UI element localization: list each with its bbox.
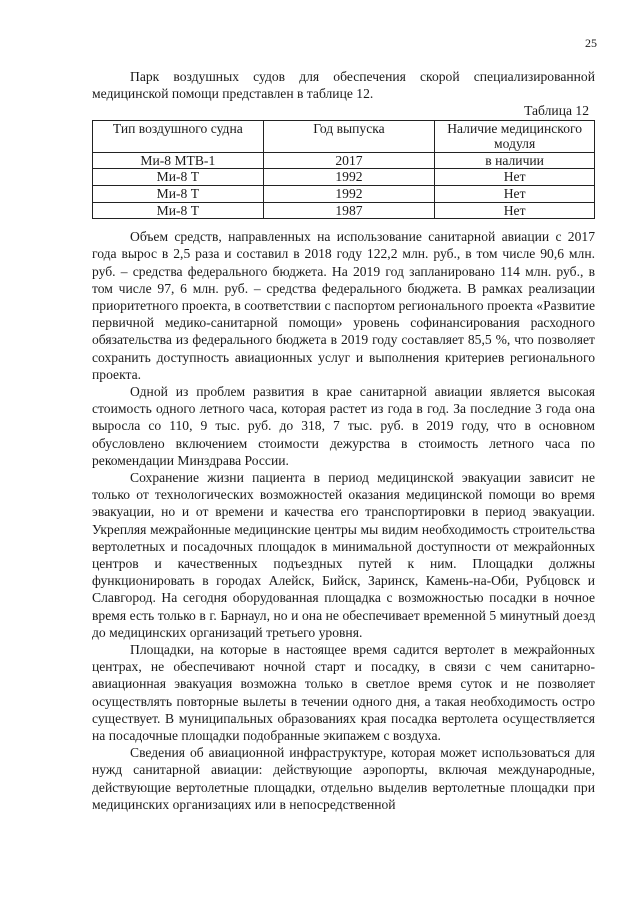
table-row: [93, 152, 595, 169]
cell-year: 1987: [263, 202, 435, 219]
body-paragraph: Сохранение жизни пациента в период медицинской эвакуации зависит не только от технологических возможностей оказания медицинской помощи во время эвакуации, но и от времени и качества его транспортировки в период эвакуации. Укрепляя межрайонные медицинские центры мы видим необходимость строительства вертолетных и посадочных площадок в минимальной доступности от межрайонных центров и качественных подъездных путей к ним. Площадки должны функционировать в городах Алейск, Бийск, Заринск, Камень-на-Оби, Рубцовск и Славгород. На сегодня оборудованная площадка с возможностью посадки в ночное время есть только в г. Барнаул, но и она не обеспечивает временной 5 минутный доезд до медицинских организаций третьего уровня.: [92, 470, 595, 640]
body-paragraph: Площадки, на которые в настоящее время садится вертолет в межрайонных центрах, не обеспечивают ночной старт и посадку, в связи с чем санитарно-авиационная эвакуация возможна только в светлое время суток и не позволяет осуществлять повторные вылеты в течении одного дня, а такая необходимость остро существует. В муниципальных образованиях края посадка вертолета осуществляется на посадочные площадки подобранные экипажем с воздуха.: [92, 642, 595, 744]
cell-aircraft-type: Ми-8 Т: [93, 169, 264, 186]
table-row: [93, 169, 595, 186]
header-aircraft-type: Тип воздушного судна: [93, 120, 264, 152]
page-number: 25: [585, 36, 597, 50]
cell-medical-module: Нет: [435, 169, 595, 186]
cell-medical-module: в наличии: [435, 152, 595, 169]
cell-year: 1992: [263, 185, 435, 202]
table-row: [93, 185, 595, 202]
cell-medical-module: Нет: [435, 185, 595, 202]
document-body: [92, 68, 595, 813]
body-paragraph: Сведения об авиационной инфраструктуре, которая может использоваться для нужд санитарной авиации: действующие аэропорты, включая международные, действующие вертолетные площадки, отдельно выделив вертолетные площадки при медицинских организациях или в непосредственной: [92, 745, 595, 812]
table-caption: Таблица 12: [524, 103, 589, 119]
cell-aircraft-type: Ми-8 МТВ-1: [93, 152, 264, 169]
header-medical-module: Наличие медицинского модуля: [435, 120, 595, 152]
cell-year: 2017: [263, 152, 435, 169]
body-paragraph: Объем средств, направленных на использование санитарной авиации с 2017 года вырос в 2,5 раза и составил в 2018 году 122,2 млн. руб., в том числе 90,6 млн. руб. – средства федерального бюджета. На 2019 год запланировано 114 млн. руб., в том числе 97, 6 млн. руб. – средства федерального бюджета. В рамках реализации приоритетного проекта, в соответствии с паспортом регионального проекта «Развитие первичной медико-санитарной помощи» уровень софинансирования расходного обязательства из федерального бюджета в 2019 году составляет 85,5 %, что позволяет сохранить доступность авиационных услуг и выполнения критериев регионального проекта.: [92, 229, 595, 382]
cell-medical-module: Нет: [435, 202, 595, 219]
cell-year: 1992: [263, 169, 435, 186]
intro-paragraph: Парк воздушных судов для обеспечения скорой специализированной медицинской помощи представлен в таблице 12.: [92, 69, 595, 102]
cell-aircraft-type: Ми-8 Т: [93, 185, 264, 202]
header-year: Год выпуска: [263, 120, 435, 152]
body-paragraph: Одной из проблем развития в крае санитарной авиации является высокая стоимость одного летного часа, которая растет из года в год. За последние 3 года она выросла со 110, 9 тыс. руб. до 318, 7 тыс. руб. в 2019 году, что в основном обусловлено включением стоимости дежурства в стоимость летного часа по рекомендации Минздрава России.: [92, 384, 595, 468]
aircraft-table: [92, 120, 595, 220]
table-row: [93, 202, 595, 219]
cell-aircraft-type: Ми-8 Т: [93, 202, 264, 219]
table-header-row: [93, 120, 595, 152]
